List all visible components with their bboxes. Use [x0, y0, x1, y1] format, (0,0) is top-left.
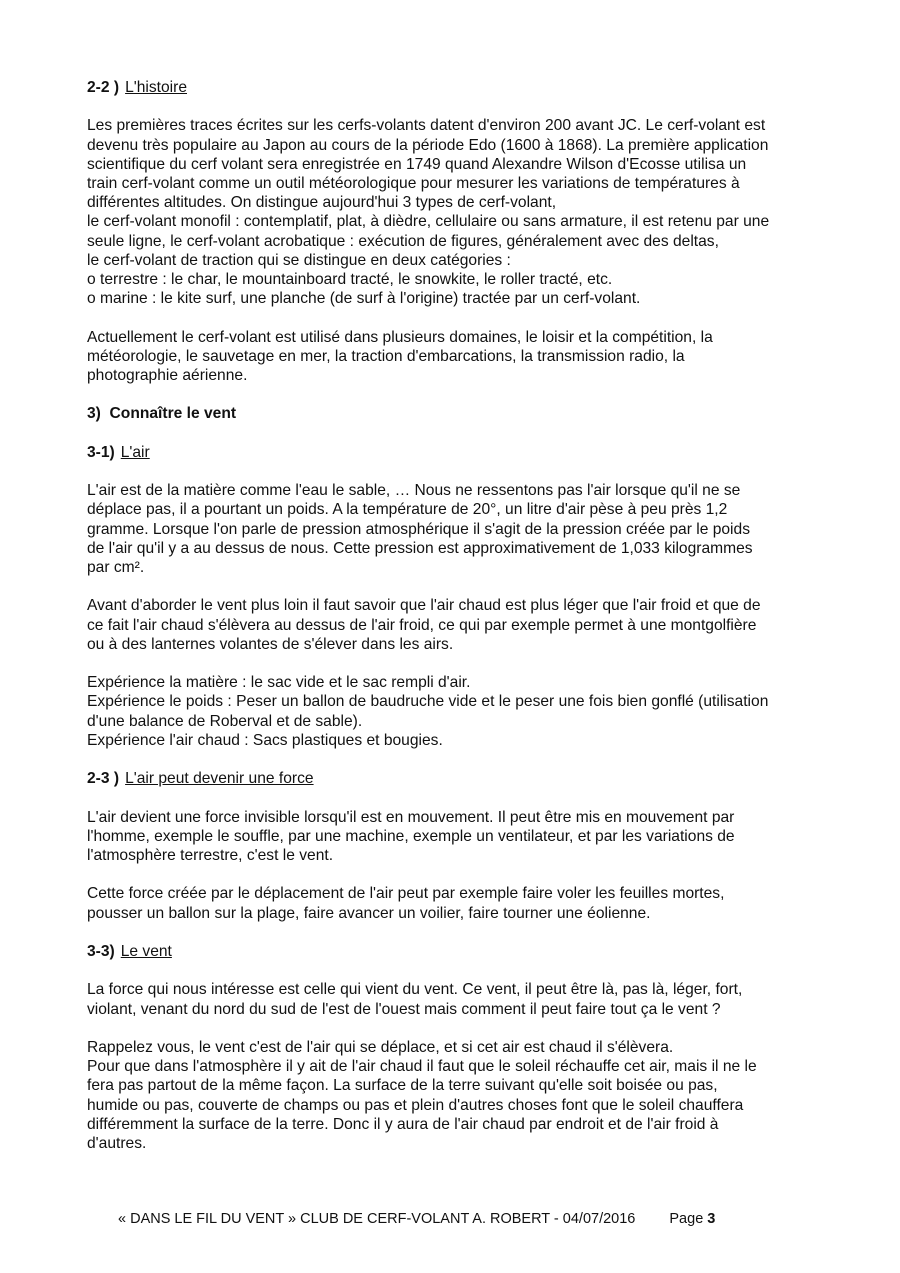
text-line: gramme. Lorsque l'on parle de pression atmosphérique il s'agit de la pression créée par le poids: [87, 520, 750, 538]
text-line: photographie aérienne.: [87, 367, 248, 385]
paragraph: [87, 596, 827, 654]
text-line: Cette force créée par le déplacement de l'air peut par exemple faire voler les feuilles mortes,: [87, 885, 725, 903]
page-number: 3: [707, 1211, 716, 1227]
text-line: différemment la surface de la terre. Donc il y aura de l'air chaud par endroit et de l'air froid à: [87, 1115, 719, 1133]
text-line: fera pas partout de la même façon. La surface de la terre suivant qu'elle soit boisée ou pas,: [87, 1077, 718, 1095]
paragraph: [87, 481, 827, 577]
paragraph: [87, 980, 827, 1018]
text-line: train cerf-volant comme un outil météorologique pour mesurer les variations de températures à: [87, 175, 740, 192]
spacer: [87, 577, 827, 596]
paragraph: [87, 808, 827, 866]
spacer: [87, 788, 827, 807]
text-line: pousser un ballon sur la plage, faire avancer un voilier, faire tourner une éolienne.: [87, 904, 651, 922]
document-body: [87, 78, 827, 1153]
text-line: humide ou pas, couverte de champs ou pas et plein d'autres choses font que le soleil chauffera: [87, 1096, 744, 1114]
text-line: violant, venant du nord du sud de l'est de l'ouest mais comment il peut faire tout ça le vent ?: [87, 1000, 721, 1018]
paragraph: [87, 328, 827, 386]
section-heading: [87, 78, 827, 97]
text-line: Pour que dans l'atmosphère il y ait de l'air chaud il faut que le soleil réchauffe cet air, mais il ne le: [87, 1058, 757, 1076]
text-line: Expérience la matière : le sac vide et le sac rempli d'air.: [87, 674, 471, 692]
section-title: L'histoire: [125, 79, 187, 96]
spacer: [87, 1019, 827, 1038]
text-line: o terrestre : le char, le mountainboard tracté, le snowkite, le roller tracté, etc.: [87, 271, 613, 289]
text-line: Avant d'aborder le vent plus loin il faut savoir que l'air chaud est plus léger que l'air froid et que de: [87, 597, 761, 615]
section-number: 2-2 ): [87, 79, 120, 96]
text-line: Les premières traces écrites sur les cerfs-volants datent d'environ 200 avant JC. Le cerf-volant est: [87, 117, 766, 135]
section-title: L'air: [120, 443, 150, 461]
text-line: o marine : le kite surf, une planche (de surf à l'origine) tractée par un cerf-volant.: [87, 290, 641, 308]
page-footer: [118, 1211, 715, 1227]
section-number: 2-3 ): [87, 770, 120, 788]
footer-text: « DANS LE FIL DU VENT » CLUB DE CERF-VOLANT A. ROBERT - 04/07/2016: [118, 1211, 636, 1227]
spacer: [87, 462, 827, 481]
section-heading: [87, 769, 827, 788]
spacer: [87, 865, 827, 884]
text-line: L'air devient une force invisible lorsqu'il est en mouvement. Il peut être mis en mouvement par: [87, 808, 735, 826]
section-heading: [87, 942, 827, 961]
text-line: par cm².: [87, 559, 145, 576]
text-line: différentes altitudes. On distingue aujourd'hui 3 types de cerf-volant,: [87, 194, 557, 212]
text-line: météorologie, le sauvetage en mer, la traction d'embarcations, la transmission radio, la: [87, 347, 685, 365]
page-label: Page: [669, 1211, 704, 1227]
paragraph: [87, 1038, 827, 1153]
spacer: [87, 385, 827, 404]
text-line: Actuellement le cerf-volant est utilisé dans plusieurs domaines, le loisir et la compétition, la: [87, 328, 713, 346]
spacer: [87, 750, 827, 769]
text-line: le cerf-volant de traction qui se distingue en deux catégories :: [87, 251, 511, 269]
spacer: [87, 654, 827, 673]
text-line: d'autres.: [87, 1134, 147, 1152]
text-line: ce fait l'air chaud s'élèvera au dessus de l'air froid, ce qui par exemple permet à une montgolfière: [87, 616, 757, 634]
paragraph: [87, 116, 827, 308]
section-title: Le vent: [120, 942, 172, 960]
text-line: l'atmosphère terrestre, c'est le vent.: [87, 846, 334, 864]
spacer: [87, 923, 827, 942]
text-line: de l'air qu'il y a au dessus de nous. Cette pression est approximativement de 1,033 kilogrammes: [87, 539, 753, 557]
section-number: 3-3): [87, 942, 115, 960]
text-line: seule ligne, le cerf-volant acrobatique : exécution de figures, généralement avec des deltas,: [87, 232, 719, 250]
text-line: d'une balance de Roberval et de sable).: [87, 712, 363, 730]
text-line: Expérience l'air chaud : Sacs plastiques et bougies.: [87, 731, 443, 749]
text-line: L'air est de la matière comme l'eau le sable, … Nous ne ressentons pas l'air lorsque qu'il ne se: [87, 482, 741, 500]
text-line: l'homme, exemple le souffle, par une machine, exemple un ventilateur, et par les variations de: [87, 827, 735, 845]
text-line: Expérience le poids : Peser un ballon de baudruche vide et le peser une fois bien gonflé (utilisation: [87, 693, 769, 711]
spacer: [87, 97, 827, 116]
text-line: le cerf-volant monofil : contemplatif, plat, à dièdre, cellulaire ou sans armature, il est retenu par une: [87, 213, 770, 231]
section-title: L'air peut devenir une force: [125, 770, 314, 788]
spacer: [87, 961, 827, 980]
text-line: Rappelez vous, le vent c'est de l'air qui se déplace, et si cet air est chaud il s'élèvera.: [87, 1038, 674, 1056]
section-heading: [87, 443, 827, 462]
paragraph: [87, 673, 827, 750]
paragraph: [87, 884, 827, 922]
text-line: scientifique du cerf volant sera enregistrée en 1749 quand Alexandre Wilson d'Ecosse utilisa un: [87, 155, 747, 173]
spacer: [87, 424, 827, 443]
section-number: 3-1): [87, 443, 115, 461]
text-line: déplace pas, il a pourtant un poids. A la température de 20°, un litre d'air pèse à peu près 1,2: [87, 501, 728, 519]
text-line: devenu très populaire au Japon au cours de la période Edo (1600 à 1868). La première application: [87, 136, 769, 154]
text-line: ou à des lanternes volantes de s'élever dans les airs.: [87, 635, 454, 653]
chapter-title: 3) Connaître le vent: [87, 405, 237, 423]
text-line: La force qui nous intéresse est celle qui vient du vent. Ce vent, il peut être là, pas là, léger, fort,: [87, 981, 743, 999]
spacer: [87, 308, 827, 327]
